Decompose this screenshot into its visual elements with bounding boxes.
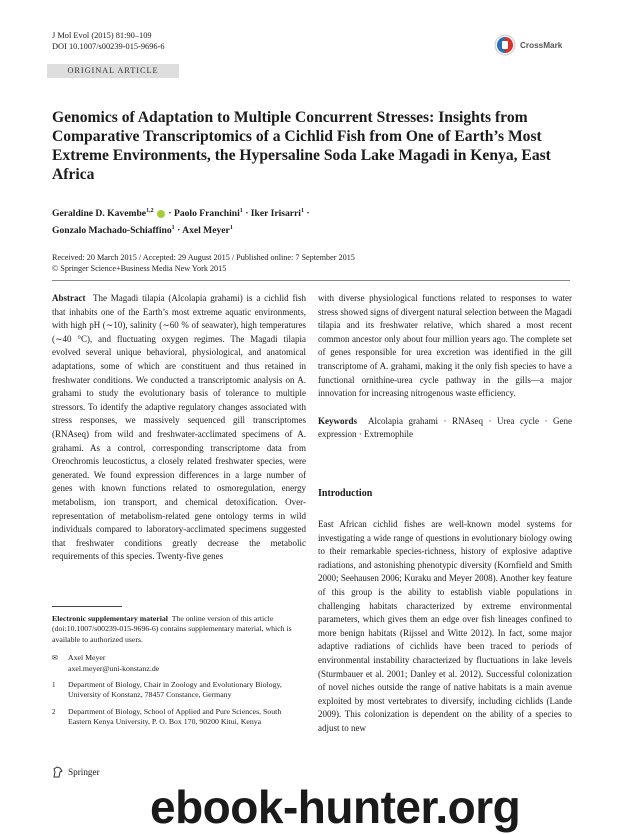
crossmark-icon: [494, 34, 516, 56]
affiliation-text: Department of Biology, School of Applied and Pure Sciences, South Eastern Kenya University, P. O. Box 170, 90200 Kitui, Kenya: [68, 706, 282, 727]
introduction-text: East African cichlid fishes are well-known model systems for investigating a wide range of questions in evolutionary biology owing to their remarkable species-richness, history of explosive adaptive radiations, and astonishing phenotypic diversity (Kornfield and Smith 2000; Seehausen 2006; Kuraku and Meyer 2008). Another key feature of this group is the ability to establish viable populations in challenging habitats characterized by extreme environmental parameters, which gives them an edge over fish lineages confined to more benign habitats (Rijssel and Witte 2012). In fact, some major adaptive radiations of cichlids have been traced to periods of environmental instability characterized by fluctuations in lake levels (Sturmbauer et al. 2001; Danley et al. 2012). Successful colonization of novel niches outside the range of native habitats is a main avenue exploited by most vertebrates to diversify, including cichlids (Lande 2009). This colonization is dependent on the ability of a species to adjust to new: [318, 519, 572, 733]
abstract-right-column: [318, 292, 572, 442]
affiliation-1: [52, 680, 306, 701]
contact-email[interactable]: axel.meyer@uni-konstanz.de: [68, 663, 160, 673]
abstract-heading: Abstract: [52, 293, 86, 303]
separator: ·: [303, 208, 310, 220]
author-name[interactable]: · Paolo Franchini: [165, 208, 240, 220]
esm-heading: Electronic supplementary material: [52, 614, 168, 623]
article-type-label: ORIGINAL ARTICLE: [47, 64, 179, 78]
publication-dates: [52, 252, 572, 274]
author-list: [52, 204, 562, 238]
affiliation-number: 2: [52, 707, 56, 716]
affiliation-marker: 1,2: [146, 208, 154, 214]
header-divider: [52, 280, 570, 281]
envelope-icon: ✉: [52, 654, 58, 663]
journal-reference: [52, 30, 165, 52]
affiliation-marker: 1: [300, 208, 304, 214]
publisher-name: Springer: [68, 767, 100, 777]
keywords: [318, 415, 572, 442]
publisher-logo: [52, 766, 100, 778]
journal-citation: J Mol Evol (2015) 81:90–109: [52, 31, 152, 40]
affiliation-marker: 1: [239, 208, 243, 214]
footnote-divider: [52, 606, 122, 607]
author-line-2: [52, 221, 562, 238]
author-name[interactable]: · Iker Irisarri: [242, 208, 301, 220]
keywords-heading: Keywords: [318, 415, 357, 426]
keywords-text: Alcolapia grahami · RNAseq · Urea cycle · Gene expression · Extremophile: [318, 415, 572, 440]
affiliation-text: Department of Biology, Chair in Zoology and Evolutionary Biology, University of Konstanz, 78457 Constance, Germany: [68, 680, 282, 700]
author-line-1: [52, 204, 562, 221]
crossmark-label: CrossMark: [520, 40, 563, 50]
copyright: © Springer Science+Business Media New York 2015: [52, 264, 227, 273]
corresponding-author: [52, 653, 306, 674]
springer-horse-icon: [52, 766, 64, 778]
affiliation-2: [52, 707, 306, 728]
affiliation-number: 1: [52, 681, 56, 690]
orcid-icon[interactable]: [157, 210, 165, 218]
author-name[interactable]: · Axel Meyer: [174, 225, 230, 237]
crossmark-badge[interactable]: [494, 34, 562, 56]
abstract-continuation: with diverse physiological functions related to responses to water stress showed signs of divergent natural selection between the Magadi tilapia and its freshwater relative, which shared a most recent common ancestor only about four million years ago. The complete set of genes responsible for urea excretion was identified in the gill transcriptome of A. grahami, making it the only fish species to have a functional ornithine-urea cycle pathway in the gills—a major innovation for increasing nitrogenous waste efficiency.: [318, 293, 572, 399]
doi[interactable]: DOI 10.1007/s00239-015-9696-6: [52, 42, 165, 51]
paper-title: Genomics of Adaptation to Multiple Concurrent Stresses: Insights from Comparative Transcriptomics of a Cichlid Fish from One of Earth’s Most Extreme Environments, the Hypersaline Soda Lake Magadi in Kenya, East Africa: [52, 109, 551, 183]
esm-note: [52, 614, 306, 645]
abstract-text: The Magadi tilapia (Alcolapia grahami) is a cichlid fish that inhabits one of the Earth’s most extreme aquatic environments, with high pH (∼10), salinity (∼60 % of seawater), high temperatures (∼40 °C), and fluctuating oxygen regimes. The Magadi tilapia evolved several unique behavioral, physiological, and anatomical adaptations, some of which are constituent and thus retained in freshwater conditions. We conducted a transcriptomic analysis on A. grahami to study the evolutionary basis of tolerance to multiple stressors. To identify the adaptive regulatory changes associated with stress responses, we massively sequenced gill transcriptomes (RNAseq) from wild and freshwater-acclimated specimens of A. grahami. As a control, corresponding transcriptome data from Oreochromis leucostictus, a closely related freshwater species, were generated. We found expression differences in a large number of genes with known functions related to osmoregulation, energy metabolism, ion transport, and chemical detoxification. Over-representation of metabolism-related gene ontology terms in wild individuals compared to laboratory-acclimated specimens suggested that freshwater conditions greatly decrease the metabolic requirements of this species. Twenty-five genes: [52, 293, 306, 562]
footnotes: [52, 614, 306, 734]
abstract-left-column: [52, 292, 306, 564]
contact-name: Axel Meyer: [68, 653, 106, 663]
affiliation-marker: 1: [229, 225, 233, 232]
author-name[interactable]: Gonzalo Machado-Schiaffino: [52, 225, 172, 237]
author-name[interactable]: Geraldine D. Kavembe: [52, 208, 147, 220]
esm-text: The online version of this article (doi:10.1007/s00239-015-9696-6) contains supplementary material, which is available to authorized users.: [52, 614, 292, 644]
introduction-heading: Introduction: [318, 488, 373, 499]
watermark: ebook-hunter.org: [150, 781, 521, 833]
history-dates: Received: 20 March 2015 / Accepted: 29 August 2015 / Published online: 7 September 2015: [52, 253, 355, 262]
affiliation-marker: 1: [171, 225, 175, 232]
